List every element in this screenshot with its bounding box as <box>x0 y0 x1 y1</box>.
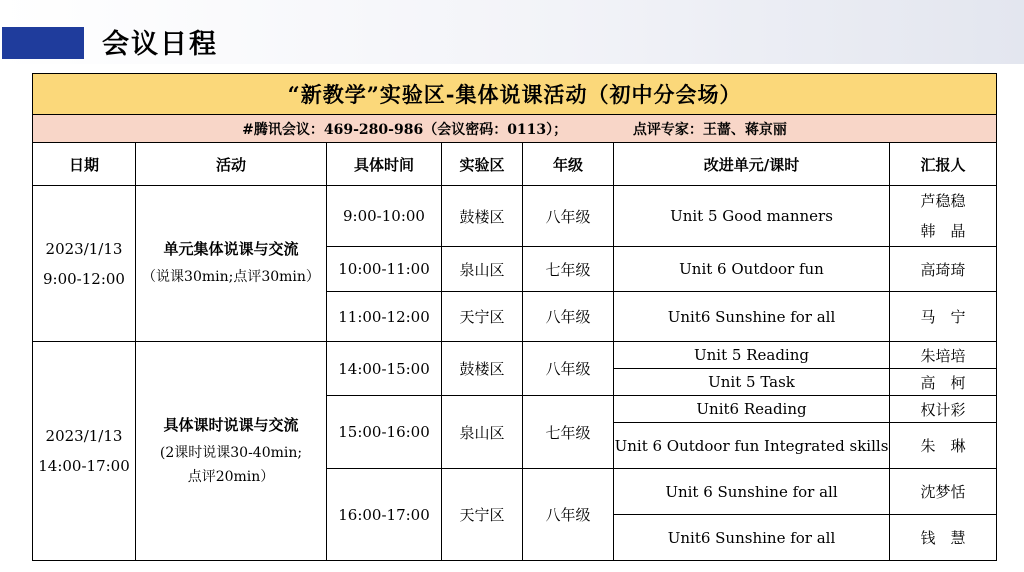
date-cell <box>33 342 136 561</box>
column-header: 具体时间 <box>327 143 442 186</box>
reporter-name: 韩 晶 <box>920 222 966 240</box>
schedule-table <box>32 73 997 561</box>
grade-cell: 八年级 <box>523 342 614 396</box>
activity-note-line: (2课时说课30-40min; <box>159 444 303 461</box>
accent-block <box>2 27 84 59</box>
unit-cell: Unit 6 Outdoor fun <box>614 247 890 292</box>
table-row <box>33 342 997 369</box>
zone-cell: 泉山区 <box>442 396 523 469</box>
column-header: 年级 <box>523 143 614 186</box>
reporter-cell: 朱培培 <box>890 342 997 369</box>
activity-note-line: 点评20min） <box>187 468 275 485</box>
activity-title: 单元集体说课与交流 <box>163 240 299 258</box>
unit-cell: Unit 6 Sunshine for all <box>614 469 890 515</box>
time-range-text: 14:00-17:00 <box>38 457 130 475</box>
activity-note <box>136 441 326 489</box>
column-header: 汇报人 <box>890 143 997 186</box>
experts-info: 点评专家：王蔷、蒋京丽 <box>632 121 787 138</box>
reporter-cell <box>890 186 997 247</box>
page-title: 会议日程 <box>102 29 218 60</box>
time-cell: 15:00-16:00 <box>327 396 442 469</box>
activity-cell <box>136 186 327 342</box>
column-header: 实验区 <box>442 143 523 186</box>
time-cell: 16:00-17:00 <box>327 469 442 561</box>
date-text: 2023/1/13 <box>45 427 123 445</box>
table-row <box>33 186 997 247</box>
time-cell: 10:00-11:00 <box>327 247 442 292</box>
time-cell: 11:00-12:00 <box>327 292 442 342</box>
time-cell: 9:00-10:00 <box>327 186 442 247</box>
time-range-text: 9:00-12:00 <box>43 269 125 288</box>
grade-cell: 七年级 <box>523 247 614 292</box>
column-header: 日期 <box>33 143 136 186</box>
unit-cell: Unit6 Sunshine for all <box>614 515 890 561</box>
grade-cell: 八年级 <box>523 186 614 247</box>
activity-note: （说课30min;点评30min） <box>142 269 320 285</box>
zone-cell: 天宁区 <box>442 469 523 561</box>
grade-cell: 八年级 <box>523 469 614 561</box>
reporter-cell: 权计彩 <box>890 396 997 423</box>
reporter-name: 芦稳稳 <box>920 192 966 210</box>
unit-cell: Unit6 Reading <box>614 396 890 423</box>
grade-cell: 八年级 <box>523 292 614 342</box>
unit-cell: Unit 5 Reading <box>614 342 890 369</box>
time-cell: 14:00-15:00 <box>327 342 442 396</box>
activity-title: 具体课时说课与交流 <box>163 415 299 434</box>
date-text: 2023/1/13 <box>45 239 123 258</box>
column-header: 活动 <box>136 143 327 186</box>
column-header: 改进单元/课时 <box>614 143 890 186</box>
reporter-cell: 高琦琦 <box>890 247 997 292</box>
unit-cell: Unit 5 Task <box>614 369 890 396</box>
zone-cell: 天宁区 <box>442 292 523 342</box>
zone-cell: 鼓楼区 <box>442 186 523 247</box>
date-cell <box>33 186 136 342</box>
table-header-row <box>33 143 997 186</box>
table-title: “新教学”实验区-集体说课活动（初中分会场） <box>33 74 997 115</box>
grade-cell: 七年级 <box>523 396 614 469</box>
zone-cell: 鼓楼区 <box>442 342 523 396</box>
reporter-cell: 朱 琳 <box>890 423 997 469</box>
reporter-cell: 高 柯 <box>890 369 997 396</box>
activity-cell <box>136 342 327 561</box>
unit-cell: Unit 5 Good manners <box>614 186 890 247</box>
reporter-cell: 马 宁 <box>890 292 997 342</box>
unit-cell: Unit 6 Outdoor fun Integrated skills <box>614 423 890 469</box>
reporter-cell: 钱 慧 <box>890 515 997 561</box>
meeting-info-row <box>33 115 997 143</box>
table-title-row <box>33 74 997 115</box>
reporter-cell: 沈梦恬 <box>890 469 997 515</box>
zone-cell: 泉山区 <box>442 247 523 292</box>
unit-cell: Unit6 Sunshine for all <box>614 292 890 342</box>
meeting-info: #腾讯会议：469-280-986（会议密码：0113）； <box>242 121 568 138</box>
